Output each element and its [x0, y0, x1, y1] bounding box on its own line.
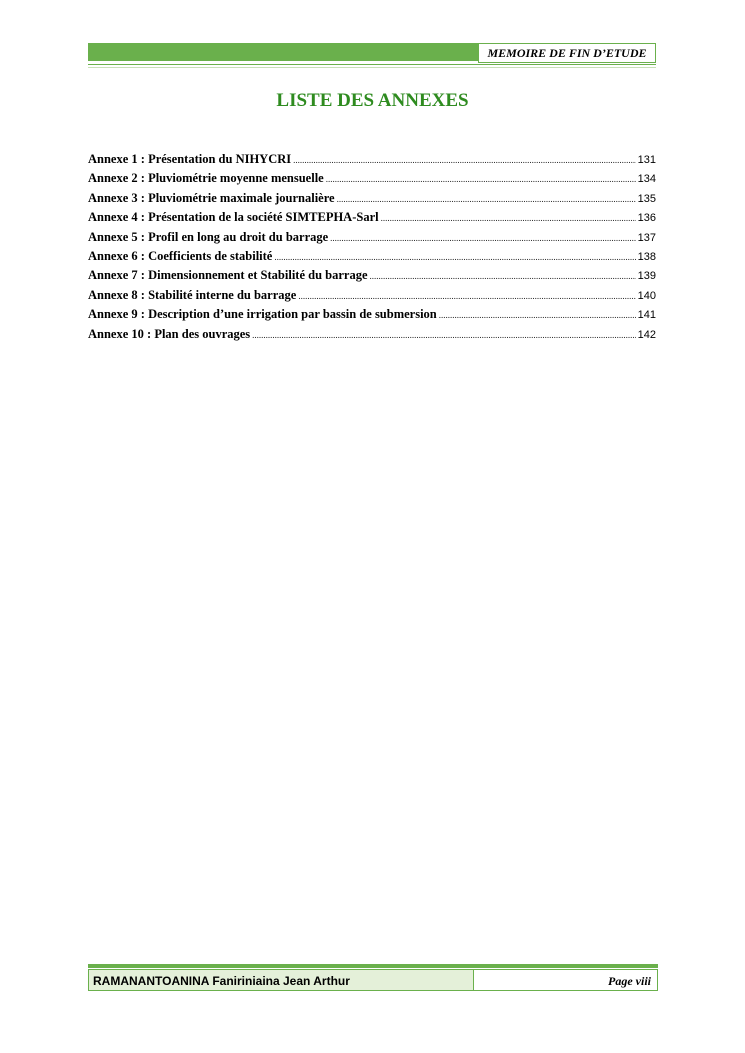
toc-leader — [381, 213, 636, 223]
header-title: MEMOIRE DE FIN D’ETUDE — [478, 43, 656, 63]
toc-entry[interactable] — [88, 288, 656, 307]
toc-leader — [274, 252, 635, 262]
toc-entry-page: 134 — [637, 173, 656, 186]
toc-entry[interactable] — [88, 171, 656, 190]
toc-entry[interactable] — [88, 191, 656, 210]
toc-entry-label: Annexe 4 : Présentation de la société SIMTEPHA-Sarl — [88, 210, 379, 225]
toc-entry-label: Annexe 6 : Coefficients de stabilité — [88, 248, 273, 263]
annex-list — [88, 152, 656, 346]
toc-leader — [326, 174, 636, 184]
footer-green-bar — [88, 964, 658, 968]
toc-entry-page: 142 — [637, 328, 656, 341]
toc-entry-page: 139 — [637, 270, 656, 283]
toc-entry-label: Annexe 1 : Présentation du NIHYCRI — [88, 152, 292, 166]
page-title: LISTE DES ANNEXES — [276, 90, 469, 111]
toc-entry-page: 136 — [637, 212, 656, 225]
toc-leader — [252, 330, 635, 340]
toc-leader — [337, 194, 636, 204]
toc-entry-page: 140 — [637, 289, 656, 302]
header-rule — [88, 64, 656, 65]
toc-entry[interactable] — [88, 327, 656, 346]
toc-entry-page: 137 — [637, 231, 656, 244]
toc-leader — [439, 310, 636, 320]
header-rule-light — [88, 67, 656, 68]
page-footer — [88, 964, 658, 992]
toc-leader — [293, 155, 636, 165]
toc-entry-label: Annexe 5 : Profil en long au droit du barrage — [88, 229, 329, 244]
page-header — [88, 43, 656, 67]
toc-leader — [370, 271, 636, 281]
toc-entry[interactable] — [88, 152, 656, 171]
toc-entry-label: Annexe 10 : Plan des ouvrages — [88, 326, 251, 341]
toc-entry[interactable] — [88, 230, 656, 249]
toc-entry[interactable] — [88, 307, 656, 326]
footer-page-number: Page viii — [474, 969, 658, 991]
toc-entry-label: Annexe 9 : Description d’une irrigation par bassin de submersion — [88, 307, 437, 322]
toc-entry-page: 141 — [637, 309, 656, 322]
toc-entry-page: 131 — [637, 154, 656, 166]
toc-entry[interactable] — [88, 210, 656, 229]
toc-entry-page: 138 — [637, 250, 656, 263]
toc-entry-label: Annexe 2 : Pluviométrie moyenne mensuelle — [88, 171, 324, 186]
toc-entry[interactable] — [88, 249, 656, 268]
toc-entry-page: 135 — [637, 192, 656, 205]
toc-entry-label: Annexe 3 : Pluviométrie maximale journalière — [88, 190, 335, 205]
toc-leader — [330, 233, 635, 243]
toc-entry-label: Annexe 7 : Dimensionnement et Stabilité du barrage — [88, 268, 368, 283]
footer-author: RAMANANTOANINA Faniriniaina Jean Arthur — [88, 969, 474, 991]
header-green-bar — [88, 43, 478, 61]
toc-leader — [298, 291, 635, 301]
toc-entry-label: Annexe 8 : Stabilité interne du barrage — [88, 287, 297, 302]
toc-entry[interactable] — [88, 268, 656, 287]
